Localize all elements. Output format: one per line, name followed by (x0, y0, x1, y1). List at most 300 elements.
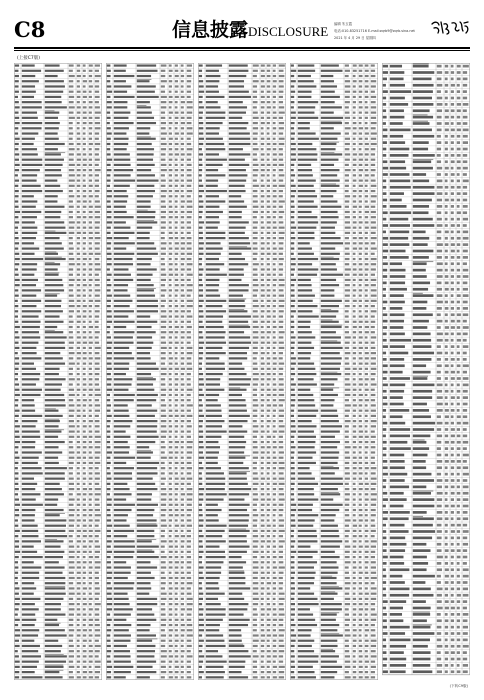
table-row (106, 112, 194, 116)
table-row (14, 206, 102, 210)
table-row (198, 514, 286, 518)
table-row (198, 436, 286, 440)
table-row (198, 258, 286, 262)
table-row (290, 106, 378, 110)
table-row (198, 556, 286, 560)
table-row (106, 75, 194, 79)
table-row (382, 396, 470, 401)
page-number: C8 (14, 17, 46, 42)
table-row (106, 326, 194, 330)
table-row (14, 101, 102, 105)
table-row (106, 206, 194, 210)
table-row (198, 279, 286, 283)
table-row (14, 551, 102, 555)
table-row (106, 619, 194, 623)
table-row (290, 274, 378, 278)
table-row (198, 666, 286, 670)
table-row (382, 199, 470, 204)
table-row (198, 321, 286, 325)
table-row (14, 159, 102, 163)
table-row (106, 363, 194, 367)
header-rule-thin (14, 50, 470, 51)
column-2-table (106, 63, 194, 680)
table-row (198, 546, 286, 550)
table-row (382, 173, 470, 178)
table-row (198, 504, 286, 508)
table-row (382, 109, 470, 114)
column-5-table (382, 63, 470, 680)
table-row (290, 504, 378, 508)
table-row (382, 205, 470, 210)
table-row (198, 529, 286, 534)
table-row (106, 377, 194, 382)
table-row (198, 488, 286, 492)
table-row (382, 511, 470, 516)
table-row (290, 300, 378, 304)
table-row (198, 551, 286, 555)
table-row (106, 300, 194, 304)
table-row (14, 415, 102, 419)
table-row (198, 325, 286, 330)
table-row (14, 257, 102, 262)
table-row (14, 164, 102, 168)
table-row (382, 632, 470, 637)
table-row (382, 237, 470, 242)
table-row (198, 305, 286, 309)
table-row (14, 598, 102, 602)
table-row (198, 462, 286, 466)
table-row (106, 105, 194, 110)
table-row (106, 336, 194, 340)
table-row (106, 498, 194, 502)
table-row (382, 537, 470, 542)
table-row (290, 509, 378, 513)
table-row (106, 399, 194, 403)
table-row (198, 200, 286, 204)
table-row (290, 305, 378, 309)
table-row (290, 649, 378, 654)
table-row (14, 429, 102, 434)
table-row (290, 525, 378, 529)
table-row (198, 246, 286, 251)
table-row (382, 600, 470, 605)
table-row (290, 164, 378, 168)
table-row (198, 373, 286, 377)
table-row (14, 373, 102, 377)
table-row (198, 274, 286, 278)
table-row (382, 320, 470, 325)
editor-line: 编辑 朱玉霞 (334, 22, 353, 26)
table-row (14, 85, 102, 89)
table-row (198, 336, 286, 340)
table-row (198, 634, 286, 638)
table-row (14, 498, 102, 502)
table-row (14, 127, 102, 131)
table-row (106, 136, 194, 141)
table-row (382, 84, 470, 89)
table-row (290, 357, 378, 361)
table-row (290, 498, 378, 502)
table-row (198, 85, 286, 89)
table-row (290, 289, 378, 293)
table-row (106, 174, 194, 178)
table-row (14, 169, 102, 173)
table-row (290, 394, 378, 398)
column-5 (382, 63, 470, 680)
table-row (106, 629, 194, 633)
table-row (382, 403, 470, 408)
table-row (14, 216, 102, 220)
table-row (290, 572, 378, 576)
table-row (198, 566, 286, 570)
table-row (14, 478, 102, 482)
table-row (382, 664, 470, 669)
table-row (382, 218, 470, 223)
table-row (290, 159, 378, 163)
table-row (106, 457, 194, 461)
table-row (106, 404, 194, 408)
table-row (198, 640, 286, 644)
table-row (198, 525, 286, 529)
table-row (290, 586, 378, 591)
table-row (290, 75, 378, 79)
table-row (198, 299, 286, 304)
table-row (290, 582, 378, 586)
table-row (198, 471, 286, 476)
table-row (290, 430, 378, 434)
table-row (14, 251, 102, 256)
table-row (290, 441, 378, 445)
table-row (14, 399, 102, 403)
table-row (290, 535, 378, 539)
table-row (198, 629, 286, 633)
table-row (382, 549, 470, 554)
table-row (198, 148, 286, 152)
table-row (290, 363, 378, 367)
table-row (290, 645, 378, 649)
table-row (106, 493, 194, 497)
table-row (106, 220, 194, 225)
table-row (290, 551, 378, 555)
table-row (382, 435, 470, 440)
table-row (290, 591, 378, 596)
table-row (14, 629, 102, 633)
column-1-table (14, 63, 102, 680)
table-row (106, 441, 194, 445)
table-row (382, 486, 470, 491)
table-row (106, 122, 194, 126)
table-row (106, 91, 194, 95)
table-row (14, 665, 102, 670)
table-row (198, 577, 286, 581)
table-row (198, 509, 286, 513)
table-row (382, 352, 470, 357)
table-row (14, 336, 102, 340)
table-row (14, 525, 102, 529)
table-row (106, 232, 194, 236)
table-row (382, 129, 470, 134)
table-row (14, 305, 102, 309)
table-row (14, 634, 102, 638)
table-row (290, 619, 378, 623)
table-row (198, 455, 286, 460)
table-row (14, 586, 102, 591)
table-row (198, 80, 286, 84)
table-row (14, 279, 102, 283)
continued-to-label: (下转C9版) (449, 684, 468, 688)
table-row (198, 295, 286, 299)
table-row (106, 352, 194, 356)
table-row (106, 321, 194, 325)
table-row (198, 478, 286, 482)
table-row (106, 284, 194, 288)
table-row (14, 483, 102, 487)
table-row (14, 462, 102, 466)
table-row (198, 399, 286, 403)
table-row (290, 462, 378, 466)
table-row (382, 148, 470, 153)
table-row (106, 195, 194, 199)
table-row (106, 624, 194, 628)
table-row (198, 582, 286, 586)
table-row (290, 101, 378, 105)
table-row (198, 420, 286, 424)
table-row (106, 593, 194, 597)
table-row (14, 566, 102, 570)
table-row (106, 258, 194, 262)
table-row (382, 224, 470, 229)
table-row (382, 390, 470, 395)
table-row (290, 603, 378, 607)
table-row (382, 211, 470, 216)
table-row (290, 624, 378, 628)
table-row (106, 420, 194, 424)
table-row (382, 159, 470, 165)
table-row (198, 132, 286, 136)
table-row (14, 247, 102, 251)
table-row (382, 651, 470, 656)
table-row (198, 598, 286, 602)
table-row (290, 315, 378, 319)
table-row (106, 263, 194, 267)
table-row (14, 143, 102, 147)
table-row (198, 357, 286, 361)
table-row (290, 598, 378, 602)
table-row (290, 80, 378, 84)
table-row (290, 85, 378, 89)
table-row (290, 676, 378, 680)
table-row (290, 629, 378, 633)
table-row (290, 451, 378, 455)
table-row (382, 371, 470, 376)
table-row (290, 227, 378, 231)
table-row (198, 624, 286, 628)
table-row (106, 315, 194, 319)
table-row (198, 216, 286, 220)
table-row (14, 441, 102, 445)
table-row (106, 342, 194, 346)
table-row (290, 466, 378, 471)
table-row (106, 514, 194, 518)
table-row (382, 415, 470, 420)
table-row (106, 472, 194, 476)
table-row (14, 389, 102, 393)
table-row (14, 326, 102, 330)
table-row (106, 509, 194, 513)
table-row (14, 404, 102, 408)
table-row (290, 666, 378, 670)
table-row (382, 516, 470, 522)
header-rule-thick (14, 47, 470, 49)
table-row (290, 340, 378, 345)
continued-from-label: (上接C7版) (17, 56, 41, 61)
table-row (290, 253, 378, 257)
table-row (198, 237, 286, 241)
contact-line: 电话:010-83251716 E-mail:zqrb9@zqrb.sina.net (334, 29, 415, 33)
table-row (290, 378, 378, 382)
table-row (290, 309, 378, 314)
table-row (14, 582, 102, 586)
table-row (290, 655, 378, 659)
table-row (106, 331, 194, 335)
table-row (290, 211, 378, 215)
table-row (14, 577, 102, 581)
table-row (106, 179, 194, 183)
table-row (198, 535, 286, 539)
table-row (382, 288, 470, 293)
table-row (382, 192, 470, 197)
table-row (14, 321, 102, 325)
table-row (290, 478, 378, 482)
table-row (198, 143, 286, 147)
table-row (106, 415, 194, 419)
table-row (14, 467, 102, 471)
table-row (290, 612, 378, 617)
table-row (14, 122, 102, 126)
table-row (198, 394, 286, 398)
table-row (106, 467, 194, 471)
column-1 (14, 63, 102, 680)
table-row (198, 268, 286, 272)
table-row (290, 237, 378, 241)
table-row (106, 373, 194, 377)
table-row (14, 451, 102, 455)
table-row (198, 289, 286, 293)
table-row (198, 368, 286, 372)
table-row (290, 661, 378, 665)
table-row (106, 483, 194, 487)
table-row (290, 221, 378, 225)
table-row (290, 64, 378, 68)
table-row (382, 63, 470, 69)
table-row (106, 117, 194, 121)
table-row (382, 645, 470, 650)
table-row (14, 530, 102, 534)
table-row (198, 603, 286, 607)
table-row (106, 143, 194, 147)
table-row (290, 91, 378, 95)
table-row (290, 561, 378, 565)
table-row (106, 227, 194, 231)
table-row (290, 425, 378, 429)
table-row (14, 237, 102, 241)
table-row (382, 454, 470, 459)
table-row (14, 221, 102, 225)
table-row (290, 295, 378, 299)
table-row (14, 383, 102, 387)
table-row (290, 132, 378, 136)
table-row (382, 639, 470, 644)
table-row (198, 587, 286, 591)
table-row (198, 441, 286, 445)
table-row (106, 676, 194, 680)
table-row (106, 436, 194, 440)
table-row (198, 676, 286, 680)
table-row (382, 90, 470, 95)
table-row (106, 425, 194, 429)
table-row (290, 415, 378, 419)
table-row (382, 524, 470, 529)
table-row (14, 572, 102, 576)
table-row (290, 331, 378, 335)
table-row (290, 387, 378, 392)
table-row (14, 227, 102, 231)
table-row (290, 446, 378, 450)
table-row (106, 237, 194, 241)
table-row (14, 650, 102, 654)
table-row (382, 141, 470, 146)
table-row (106, 550, 194, 555)
table-row (14, 539, 102, 544)
table-row (14, 425, 102, 429)
table-row (382, 568, 470, 573)
table-row (290, 404, 378, 408)
table-row (14, 106, 102, 110)
table-row (14, 148, 102, 152)
table-row (382, 575, 470, 580)
table-row (14, 446, 102, 450)
table-row (106, 572, 194, 576)
table-row (290, 247, 378, 251)
table-row (14, 504, 102, 508)
table-row (106, 587, 194, 591)
table-row (290, 368, 378, 372)
table-row (106, 389, 194, 393)
table-row (14, 152, 102, 157)
table-row (382, 261, 470, 267)
table-row (198, 91, 286, 95)
table-row (382, 282, 470, 287)
table-row (14, 556, 102, 560)
table-row (106, 603, 194, 607)
table-row (14, 394, 102, 398)
table-row (382, 624, 470, 630)
table-row (106, 519, 194, 523)
table-row (290, 148, 378, 152)
table-row (290, 200, 378, 204)
table-row (14, 310, 102, 314)
table-row (198, 169, 286, 173)
date-line: 2021 年 4 月 29 日 星期四 (334, 36, 376, 40)
table-row (198, 227, 286, 231)
table-row (382, 428, 470, 433)
table-row (14, 195, 102, 199)
table-row (14, 342, 102, 346)
table-row (106, 556, 194, 560)
table-row (106, 153, 194, 157)
table-row (106, 96, 194, 100)
table-row (106, 210, 194, 215)
